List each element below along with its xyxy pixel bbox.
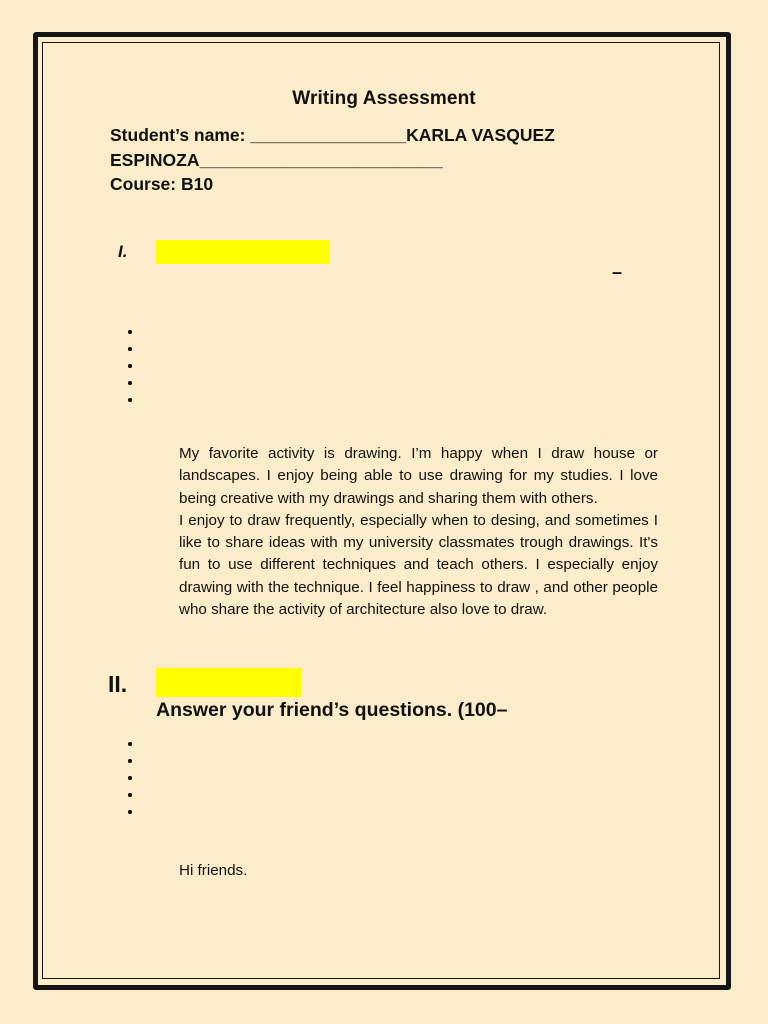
course-line: Course: B10: [110, 174, 214, 194]
section-2-numeral: II.: [108, 671, 128, 697]
section-2-question: Answer your friend’s questions. (100–: [156, 699, 508, 721]
student-name-line: Student’s name: ________________KARLA VASQUEZ: [110, 125, 555, 145]
section-1-heading-highlight: [156, 240, 330, 264]
student-name-continuation: ESPINOZA_________________________: [110, 150, 443, 170]
section-1-numeral: I.: [118, 242, 128, 261]
essay-paragraph-1: My favorite activity is drawing. I’m happy when I draw house or landscapes. I enjoy being able to use drawing for my studies. I love being creative with my drawings and sharing them with others.: [179, 445, 658, 507]
greeting-text: Hi friends.: [179, 862, 248, 879]
essay-text: [179, 443, 658, 621]
section-2-heading-highlight: [156, 668, 301, 697]
document-title: Writing Assessment: [292, 88, 476, 109]
section-1-dash: –: [612, 262, 623, 282]
essay-paragraph-2: I enjoy to draw frequently, especially when to desing, and sometimes I like to share ideas with my university classmates trough drawings. It's fun to use different techniques and teach others. I especially enjoy drawing with the technique. I feel happiness to draw , and other people who share the activity of architecture also love to draw.: [179, 511, 658, 619]
